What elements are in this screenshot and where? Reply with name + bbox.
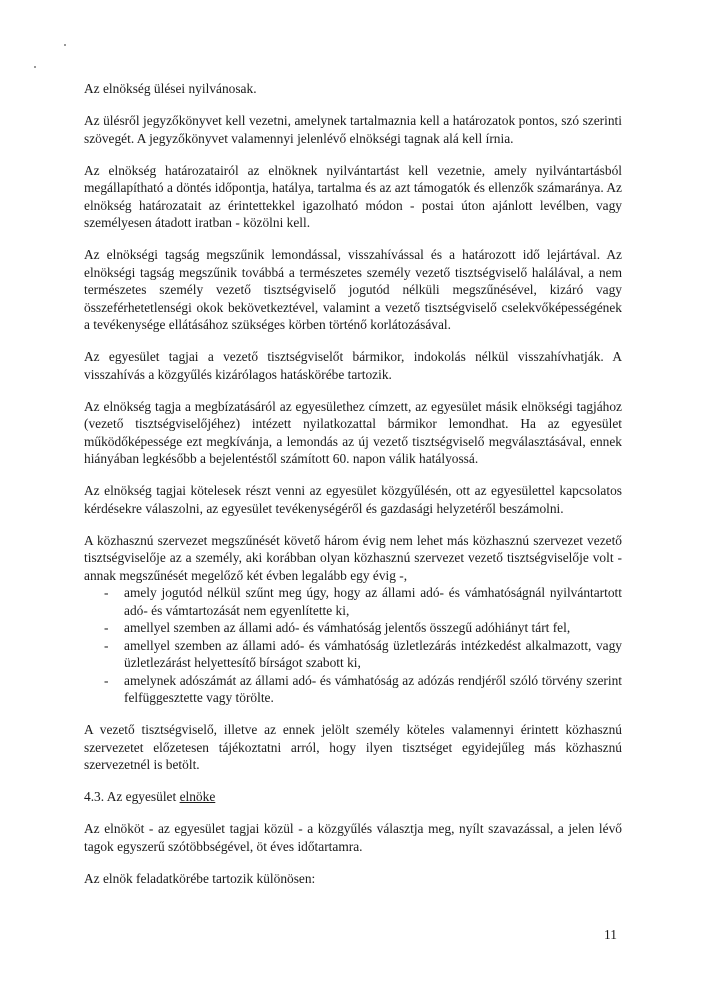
scan-speck [64, 44, 66, 46]
list-item-text: amely jogutód nélkül szűnt meg úgy, hogy az állami adó- és vámhatóságnál nyilvántartott adó- és vámtartozását nem egyenlítette ki, [124, 585, 622, 618]
list-item [84, 637, 622, 672]
paragraph: Az elnököt - az egyesület tagjai közül - a közgyűlés választja meg, nyílt szavazással, a jelen lévő tagok egyszerű szótöbbségével, öt éves időtartamra. [84, 821, 622, 854]
list-item-text: amellyel szemben az állami adó- és vámhatóság jelentős összegű adóhiányt tárt fel, [124, 620, 571, 635]
section-heading-title: elnöke [179, 789, 216, 804]
list-item-text: amelynek adószámát az állami adó- és vámhatóság az adózás rendjéről szóló törvény szerint felfüggesztette vagy törölte. [124, 672, 622, 705]
dash-bullet: - [104, 620, 109, 635]
dash-bullet: - [104, 637, 109, 653]
paragraph: Az elnökségi tagság megszűnik lemondással, visszahívással és a határozott idő lejártával. Az elnökségi tagság megszűnik továbbá a természetes személy vezető tisztségviselő halálával, a nem természetes személy vezető tisztségviselő jogutód nélküli megszűnésével, kizáró vagy összeférhetetlenségi okok bekövetkeztével, valamint a vezető tisztségviselő cselekvőképességének a tevékenysége ellátásához szükséges körben történő korlátozásával. [84, 247, 622, 332]
page-number: 11 [604, 927, 617, 942]
paragraph: Az ülésről jegyzőkönyvet kell vezetni, amelynek tartalmaznia kell a határozatok pontos, szó szerinti szövegét. A jegyzőkönyvet valamennyi jelenlévő elnökségi tagnak alá kell írnia. [84, 113, 622, 146]
list-item-text: amellyel szemben az állami adó- és vámhatóság üzletlezárás intézkedést alkalmazott, vagy üzletlezárást helyettesítő bírságot szabott ki, [124, 637, 622, 670]
list-item [84, 672, 622, 707]
paragraph: Az elnökség ülései nyilvánosak. [84, 81, 257, 96]
dash-bullet: - [104, 672, 109, 688]
scan-speck [34, 66, 36, 68]
paragraph: Az elnök feladatkörébe tartozik különösen: [84, 870, 316, 886]
dash-list [84, 584, 622, 707]
paragraph: Az elnökség tagjai kötelesek részt venni az egyesület közgyűlésén, ott az egyesülettel kapcsolatos kérdésekre válaszolni, az egyesület tevékenységéről és gazdasági helyzetéről beszámolni. [84, 483, 622, 516]
paragraph: Az elnökség tagja a megbízatásáról az egyesülethez címzett, az egyesület másik elnökségi tagjához (vezető tisztségviselőjéhez) intézett nyilatkozattal bármikor lemondhat. Ha az egyesület működőképessége ezt megkívánja, a lemondás az új vezető tisztségviselő megválasztásával, ennek hiányában legkésőbb a bejelentéstől számított 60. napon válik hatályossá. [84, 398, 622, 466]
page-content [84, 80, 622, 902]
section-heading [84, 788, 622, 806]
paragraph: A közhasznú szervezet megszűnését követő három évig nem lehet más közhasznú szervezet vezető tisztségviselője az a személy, aki korábban olyan közhasznú szervezet vezető tisztségviselője volt - annak megszűnését megelőző két évben legalább egy évig -, [84, 532, 622, 583]
list-item [84, 619, 622, 637]
paragraph: Az egyesület tagjai a vezető tisztségviselőt bármikor, indokolás nélkül visszahívhatják. A visszahívás a közgyűlés kizárólagos hatáskörébe tartozik. [84, 349, 622, 382]
dash-bullet: - [104, 585, 109, 600]
section-heading-number: 4.3. Az egyesület [84, 789, 180, 804]
list-item [84, 584, 622, 619]
paragraph: A vezető tisztségviselő, illetve az ennek jelölt személy köteles valamennyi érintett közhasznú szervezetet előzetesen tájékoztatni arról, hogy ilyen tisztséget egyidejűleg más közhasznú szervezetnél is betölt. [84, 722, 622, 772]
paragraph: Az elnökség határozatairól az elnöknek nyilvántartást kell vezetnie, amely nyilvántartásból megállapítható a döntés időpontja, hatálya, tartalma és az azt támogatók és ellenzők számaránya. Az elnökség határozatait az érintettekkel igazolható módon - postai úton ajánlott levélben, vagy személyesen átadott iratban - közölni kell. [84, 162, 622, 230]
